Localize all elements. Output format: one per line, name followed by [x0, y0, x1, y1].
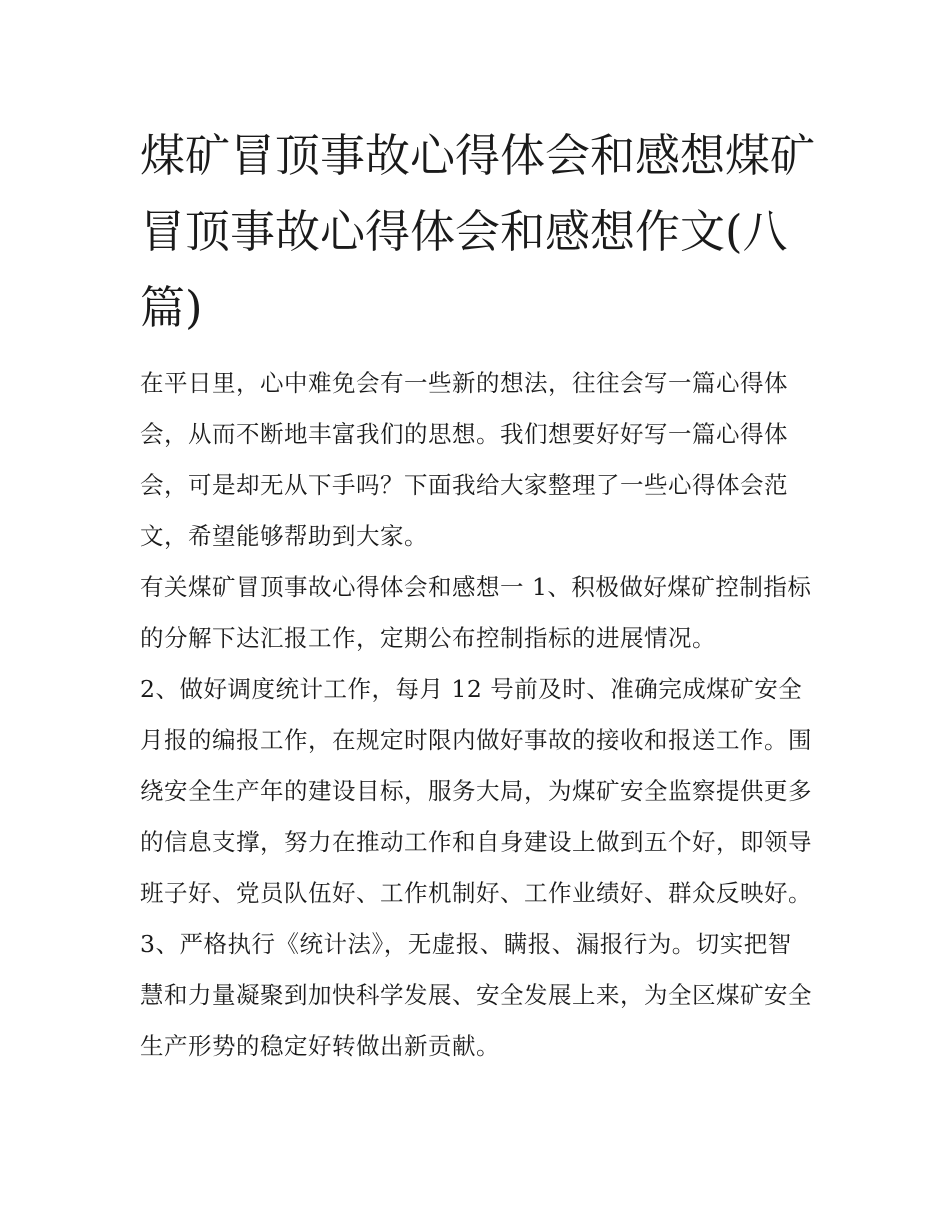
document-body	[140, 118, 815, 1072]
paragraph-1: 有关煤矿冒顶事故心得体会和感想一 1、积极做好煤矿控制指标的分解下达汇报工作，定期公布控制指标的进展情况。	[140, 573, 812, 652]
paragraph-intro: 在平日里，心中难免会有一些新的想法，往往会写一篇心得体会，从而不断地丰富我们的思想。我们想要好好写一篇心得体会，可是却无从下手吗？下面我给大家整理了一些心得体会范文，希望能够帮助到大家。	[140, 369, 788, 550]
paragraph-2: 2、做好调度统计工作，每月 12 号前及时、准确完成煤矿安全月报的编报工作，在规定时限内做好事故的接收和报送工作。围绕安全生产年的建设目标，服务大局，为煤矿安全监察提供更多的信息支撑，努力在推动工作和自身建设上做到五个好，即领导班子好、党员队伍好、工作机制好、工作业绩好、群众反映好。	[140, 675, 812, 907]
document-title: 煤矿冒顶事故心得体会和感想煤矿冒顶事故心得体会和感想作文(八篇)	[140, 129, 816, 334]
paragraph-3: 3、严格执行《统计法》，无虚报、瞒报、漏报行为。切实把智慧和力量凝聚到加快科学发展、安全发展上来，为全区煤矿安全生产形势的稳定好转做出新贡献。	[140, 930, 812, 1060]
